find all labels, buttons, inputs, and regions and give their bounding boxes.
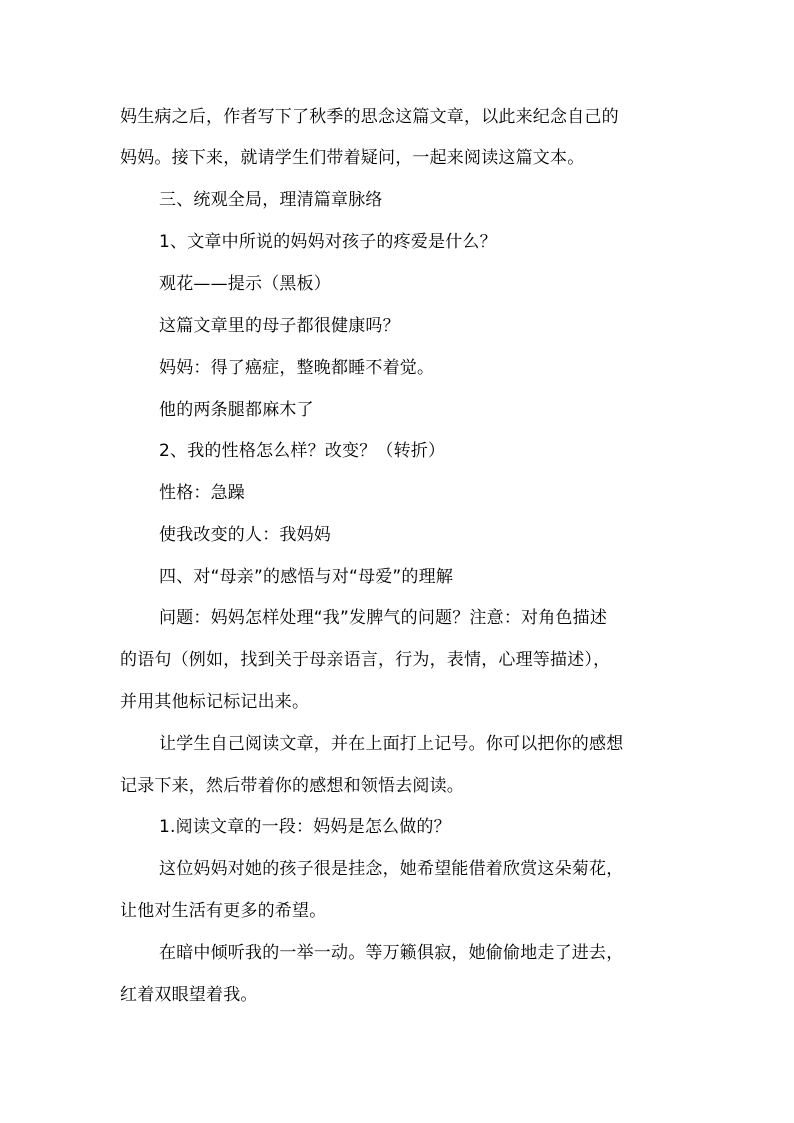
- paragraph-line: 妈妈：得了癌症，整晚都睡不着觉。: [159, 358, 435, 378]
- paragraph-line: 红着双眼望着我。: [120, 985, 258, 1005]
- paragraph-line: 这位妈妈对她的孩子很是挂念，她希望能借着欣赏这朵菊花，: [159, 859, 624, 879]
- paragraph-line: 他的两条腿都麻木了: [159, 400, 314, 420]
- paragraph-line: 性格：急躁: [159, 483, 245, 503]
- paragraph-line: 妈妈。接下来，就请学生们带着疑问，一起来阅读这篇文本。: [120, 148, 585, 168]
- paragraph-line: 让他对生活有更多的希望。: [120, 901, 327, 921]
- paragraph-line: 让学生自己阅读文章，并在上面打上记号。你可以把你的感想: [159, 734, 624, 754]
- question-line: 2、我的性格怎么样？改变？（转折）: [159, 441, 446, 461]
- paragraph-line: 的语句（例如，找到关于母亲语言，行为，表情，心理等描述），: [120, 650, 611, 670]
- paragraph-line: 问题：妈妈怎样处理“我”发脾气的问题？注意：对角色描述: [159, 608, 608, 628]
- section-heading: 三、统观全局，理清篇章脉络: [159, 190, 383, 210]
- paragraph-line: 记录下来，然后带着你的感想和领悟去阅读。: [120, 776, 464, 796]
- question-line: 1、文章中所说的妈妈对孩子的疼爱是什么？: [159, 232, 497, 252]
- paragraph-line: 在暗中倾听我的一举一动。等万籁俱寂，她偷偷地走了进去，: [159, 943, 624, 963]
- paragraph-line: 这篇文章里的母子都很健康吗？: [159, 316, 400, 336]
- question-line: 1.阅读文章的一段：妈妈是怎么做的？: [159, 817, 451, 837]
- paragraph-line: 观花——提示（黑板）: [159, 274, 331, 294]
- paragraph-line: 妈生病之后，作者写下了秋季的思念这篇文章，以此来纪念自己的: [120, 107, 619, 127]
- paragraph-line: 并用其他标记标记出来。: [120, 692, 310, 712]
- section-heading: 四、对“母亲”的感悟与对“母爱”的理解: [159, 567, 454, 587]
- paragraph-line: 使我改变的人：我妈妈: [159, 525, 331, 545]
